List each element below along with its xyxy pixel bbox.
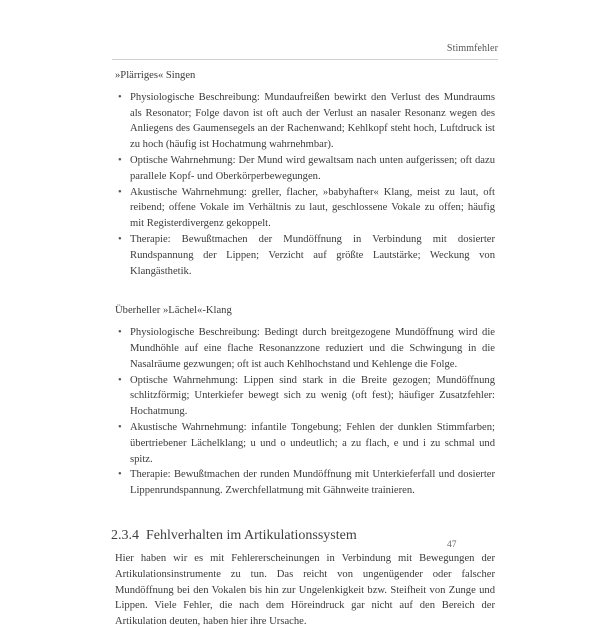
bullet-list-plaerriges-singen — [115, 90, 495, 280]
body-paragraph: Hier haben wir es mit Fehlererscheinungen in Verbindung mit Bewegungen der Artikulationsinstrumente zu tun. Das reicht von ungenügender oder falscher Mundöffnung bei den Vokalen bis hin zur Ungelenkigkeit bzw. Steifheit von Zunge und Lippen. Viele Fehler, die nach dem Höreindruck gar nicht auf den Bereich der Artikulation deuten, haben hier ihre Ursache. — [115, 552, 495, 628]
subheading-plaerriges-singen: »Plärriges« Singen — [115, 70, 196, 81]
page-number: 47 — [447, 540, 457, 550]
list-item: • Therapie: Bewußtmachen der runden Mundöffnung mit Unterkieferfall und dosierter Lippenrundspannung. Zwerchfellatmung mit Gähnweite trainieren. — [115, 467, 495, 499]
list-item: • Physiologische Beschreibung: Bedingt durch breitgezogene Mundöffnung wird die Mundhöhle auf eine flache Resonanzzone reduziert und die Schwingung in die Nasalräume gezwungen; oft ist auch Kehlhochstand und Kehlenge die Folge. — [115, 325, 495, 372]
page-content — [111, 68, 495, 630]
section-number: 2.3.4 — [111, 527, 139, 543]
list-item: • Physiologische Beschreibung: Mundaufreißen bewirkt den Verlust des Mundraums als Resonator; Folge davon ist oft auch der Verlust an nasaler Resonanz wegen des Anliegens des Gaumensegels an der Rachenwand; Kehlkopf steht hoch, Luftdruck ist zu hoch (häufig ist Hochatmung wahrnehmbar). — [115, 90, 495, 153]
section-heading — [111, 527, 495, 545]
list-item: • Akustische Wahrnehmung: infantile Tongebung; Fehlen der dunklen Stimmfarben; übertriebener Lächelklang; u und o undeutlich; a zu flach, e und i zu schmal und spitz. — [115, 420, 495, 467]
spacer — [115, 279, 495, 303]
spacer — [115, 499, 495, 527]
list-item: • Akustische Wahrnehmung: greller, flacher, »babyhafter« Klang, meist zu laut, oft reibend; offene Vokale im Verhältnis zu laut, geschlossene Vokale zu offen; häufig mit Registerdivergenz gekoppelt. — [115, 185, 495, 232]
list-item: • Therapie: Bewußtmachen der Mundöffnung in Verbindung mit dosierter Rundspannung der Lippen; Verzicht auf größte Lautstärke; Weckung von Klangästhetik. — [115, 232, 495, 279]
list-item: • Optische Wahrnehmung: Der Mund wird gewaltsam nach unten aufgerissen; oft dazu parallele Kopf- und Oberkörperbewegungen. — [115, 153, 495, 185]
running-title: Stimmfehler — [446, 43, 498, 54]
bullet-list-laechel-klang — [115, 325, 495, 499]
running-header — [112, 42, 498, 60]
subheading-laechel-klang: Überheller »Lächel«-Klang — [115, 305, 232, 317]
list-item: • Optische Wahrnehmung: Lippen sind stark in die Breite gezogen; Mundöffnung schlitzförmig; Unterkiefer bewegt sich zu wenig (oft fest); häufiger Zusatzfehler: Hochatmung. — [115, 373, 495, 420]
section-title: Fehlverhalten im Artikulationssystem — [146, 527, 357, 543]
